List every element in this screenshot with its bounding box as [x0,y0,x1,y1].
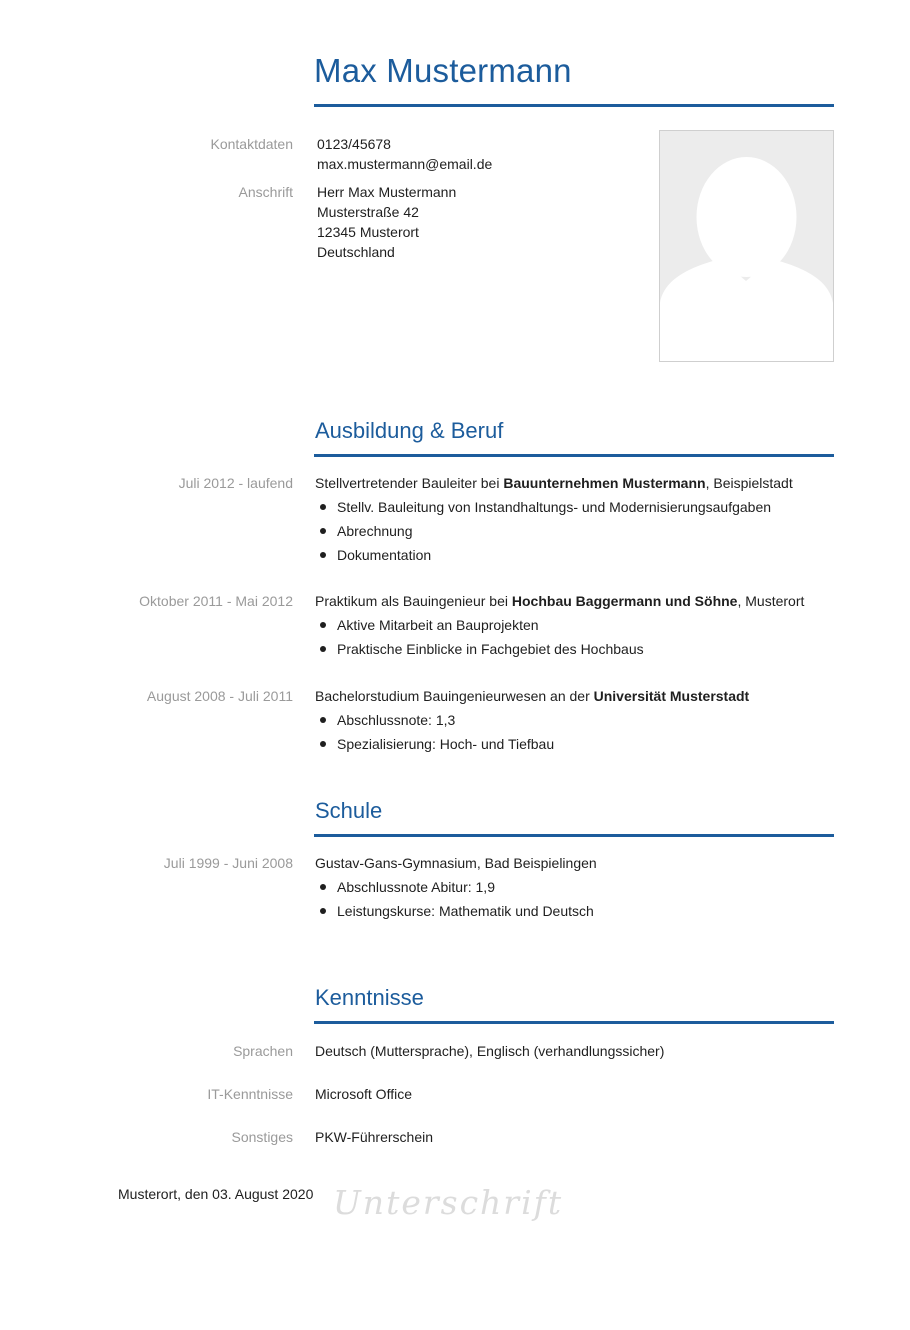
bullet-icon [320,528,326,534]
entry-bullets [315,875,597,923]
list-item: Stellv. Bauleitung von Instandhaltungs- und Modernisierungsaufgaben [315,495,793,519]
entry-organization: Bauunternehmen Mustermann [503,475,706,491]
school-entry [315,851,597,923]
entry-heading: Praktikum als Bauingenieur bei Hochbau Baggermann und Söhne, Musterort [315,593,805,609]
skill-label: IT-Kenntnisse [207,1086,293,1102]
entry-bullets [315,495,793,567]
section-rule [314,834,834,837]
bullet-icon [320,504,326,510]
entry-organization: Hochbau Baggermann und Söhne [511,593,738,609]
skill-value: Microsoft Office [315,1086,412,1102]
bullet-icon [320,884,326,890]
career-entry [315,589,804,661]
section-title-skills: Kenntnisse [315,985,424,1010]
entry-heading: Stellvertretender Bauleiter bei Bauunternehmen Mustermann, Beispielstadt [315,475,793,491]
address-line: Deutschland [317,244,395,260]
address-line: 12345 Musterort [317,224,419,240]
entry-period: Juli 2012 - laufend [178,475,293,491]
skill-label: Sprachen [233,1043,293,1059]
list-item: Aktive Mitarbeit an Bauprojekten [315,613,804,637]
entry-bullets [315,708,749,756]
entry-organization: Universität Musterstadt [593,688,750,704]
list-item: Abschlussnote: 1,3 [315,708,749,732]
entry-heading: Gustav-Gans-Gymnasium, Bad Beispielingen [315,855,597,871]
profile-photo [659,130,834,362]
entry-period: August 2008 - Juli 2011 [146,688,293,704]
skill-value: Deutsch (Muttersprache), Englisch (verhandlungssicher) [315,1043,665,1059]
entry-heading: Bachelorstudium Bauingenieurwesen an der Universität Musterstadt [315,688,750,704]
list-item: Abschlussnote Abitur: 1,9 [315,875,597,899]
header-rule [314,104,834,107]
section-title-career: Ausbildung & Beruf [315,418,504,443]
list-item: Spezialisierung: Hoch- und Tiefbau [315,732,749,756]
entry-period: Juli 1999 - Juni 2008 [163,855,293,871]
bullet-icon [320,622,326,628]
list-item: Dokumentation [315,543,793,567]
signature: Unterschrift [333,1183,564,1222]
contact-values [317,134,492,174]
section-title-school: Schule [315,798,383,823]
address-line: Musterstraße 42 [317,204,419,220]
section-rule [314,1021,834,1024]
list-item: Leistungskurse: Mathematik und Deutsch [315,899,597,923]
place-date: Musterort, den 03. August 2020 [118,1186,314,1202]
list-item: Praktische Einblicke in Fachgebiet des Hochbaus [315,637,804,661]
entry-period: Oktober 2011 - Mai 2012 [139,593,293,609]
skill-value: PKW-Führerschein [315,1129,434,1145]
entry-bullets [315,613,804,661]
list-item: Abrechnung [315,519,793,543]
bullet-icon [320,908,326,914]
bullet-icon [320,646,326,652]
person-silhouette-icon [660,131,833,361]
address-label: Anschrift [238,184,293,200]
section-rule [314,454,834,457]
career-entry [315,684,749,756]
contact-email: max.mustermann@email.de [317,156,493,172]
address-line: Herr Max Mustermann [317,184,457,200]
skill-label: Sonstiges [231,1129,293,1145]
career-entry [315,471,793,567]
bullet-icon [320,552,326,558]
contact-label: Kontaktdaten [210,136,293,152]
bullet-icon [320,717,326,723]
address-values [317,182,456,262]
bullet-icon [320,741,326,747]
contact-phone: 0123/45678 [317,136,391,152]
cv-name: Max Mustermann [314,52,572,89]
